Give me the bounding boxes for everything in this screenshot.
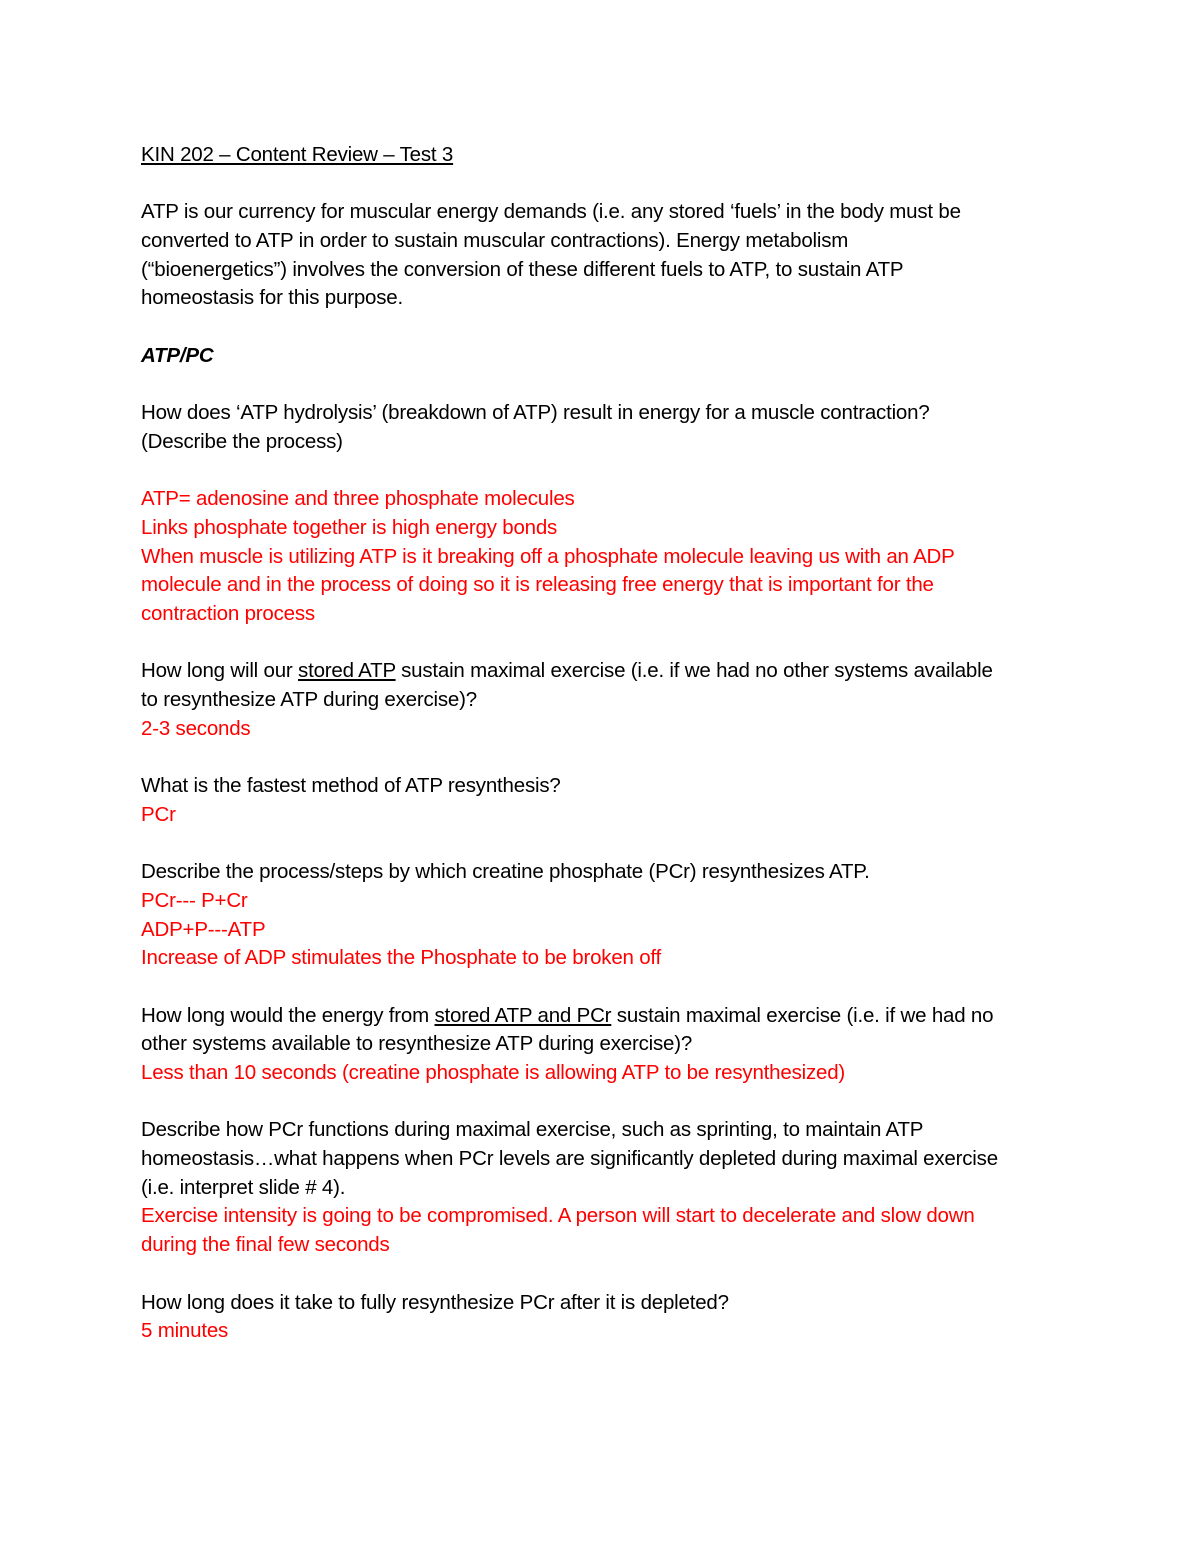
spacer xyxy=(141,973,1061,1002)
answer-line: ADP+P---ATP xyxy=(141,917,266,941)
question-line: (i.e. interpret slide # 4). xyxy=(141,1175,346,1199)
intro-line: ATP is our currency for muscular energy demands (i.e. any stored ‘fuels’ in the body must be xyxy=(141,200,961,224)
document-page xyxy=(141,141,1061,1346)
answer-line: 5 minutes xyxy=(141,1319,229,1343)
underlined-term: stored ATP xyxy=(298,659,396,683)
intro-line: homeostasis for this purpose. xyxy=(141,286,403,310)
spacer xyxy=(141,743,1061,772)
answer-line: Increase of ADP stimulates the Phosphate to be broken off xyxy=(141,946,662,970)
spacer xyxy=(141,1260,1061,1289)
spacer xyxy=(141,313,1061,342)
answer-line: contraction process xyxy=(141,602,315,625)
answer-line: PCr xyxy=(141,802,176,826)
section-heading: ATP/PC xyxy=(141,343,214,367)
answer-line: 2-3 seconds xyxy=(141,716,251,740)
document-title: KIN 202 – Content Review – Test 3 xyxy=(141,143,454,166)
answer-line: ATP= adenosine and three phosphate molecules xyxy=(141,487,575,511)
question-line: to resynthesize ATP during exercise)? xyxy=(141,688,477,712)
answer-line: molecule and in the process of doing so it is releasing free energy that is important for the xyxy=(141,573,934,597)
question-line: (Describe the process) xyxy=(141,429,343,453)
question-text: How long will our xyxy=(141,659,299,683)
question-line: Describe how PCr functions during maximal exercise, such as sprinting, to maintain ATP xyxy=(141,1118,924,1142)
underlined-term: stored ATP and PCr xyxy=(434,1003,612,1027)
intro-line: (“bioenergetics”) involves the conversion of these different fuels to ATP, to sustain ATP xyxy=(141,257,904,281)
spacer xyxy=(141,457,1061,486)
answer-line: Exercise intensity is going to be compromised. A person will start to decelerate and slow down xyxy=(141,1204,975,1228)
question-line: other systems available to resynthesize ATP during exercise)? xyxy=(141,1032,693,1056)
question-text: How long would the energy from xyxy=(141,1003,435,1027)
question-line: Describe the process/steps by which creatine phosphate (PCr) resynthesizes ATP. xyxy=(141,860,870,884)
answer-line: When muscle is utilizing ATP is it breaking off a phosphate molecule leaving us with an ADP xyxy=(141,544,955,568)
spacer xyxy=(141,1088,1061,1117)
question-line xyxy=(141,657,1061,686)
answer-line: PCr--- P+Cr xyxy=(141,888,248,912)
question-line: How does ‘ATP hydrolysis’ (breakdown of ATP) result in energy for a muscle contraction? xyxy=(141,401,930,425)
spacer xyxy=(141,830,1061,859)
question-line: How long does it take to fully resynthesize PCr after it is depleted? xyxy=(141,1290,729,1314)
question-text: sustain maximal exercise (i.e. if we had no other systems available xyxy=(395,659,993,683)
answer-line: Less than 10 seconds (creatine phosphate is allowing ATP to be resynthesized) xyxy=(141,1061,846,1084)
spacer xyxy=(141,629,1061,658)
answer-line: Links phosphate together is high energy bonds xyxy=(141,515,558,539)
question-line: What is the fastest method of ATP resynthesis? xyxy=(141,774,561,798)
question-line: homeostasis…what happens when PCr levels are significantly depleted during maximal exercise xyxy=(141,1147,998,1171)
intro-line: converted to ATP in order to sustain muscular contractions). Energy metabolism xyxy=(141,229,849,253)
answer-line: during the final few seconds xyxy=(141,1233,390,1257)
question-text: sustain maximal exercise (i.e. if we had no xyxy=(611,1003,994,1027)
spacer xyxy=(141,371,1061,400)
question-line xyxy=(141,1002,1061,1031)
spacer xyxy=(141,170,1061,199)
